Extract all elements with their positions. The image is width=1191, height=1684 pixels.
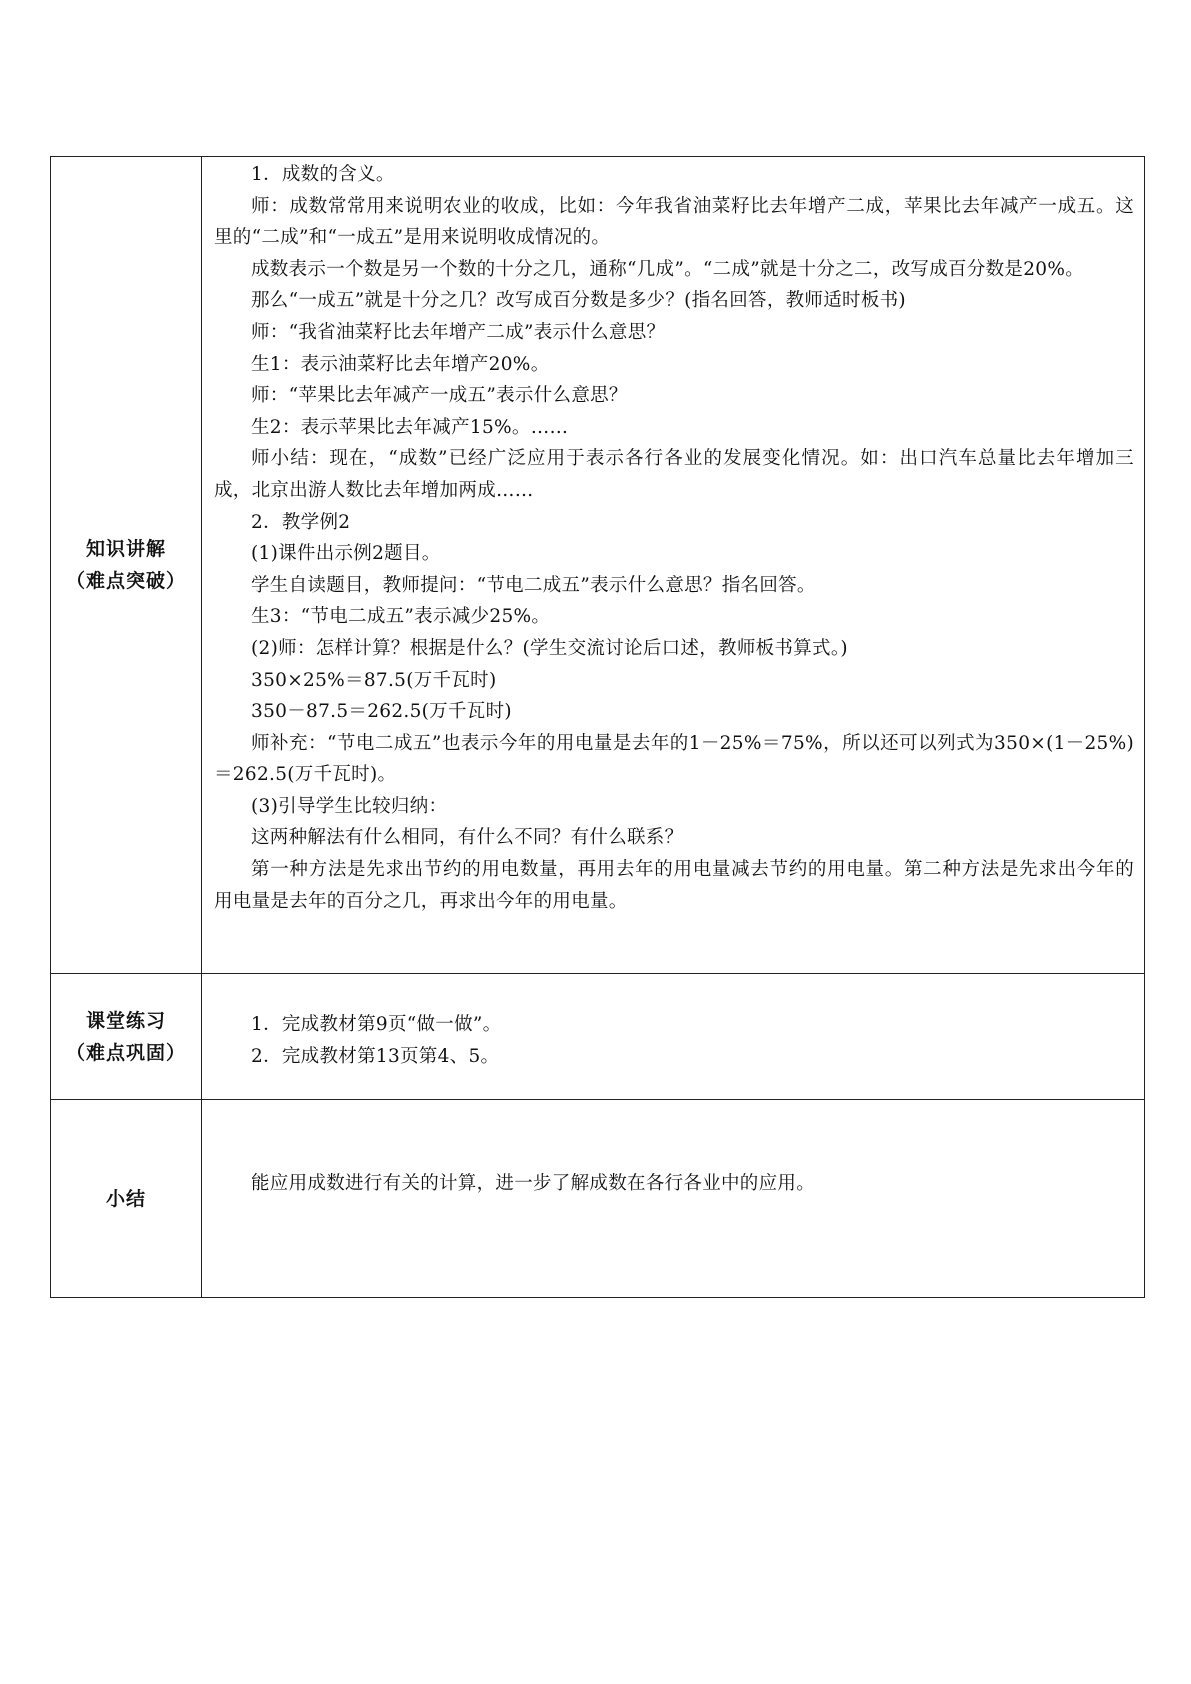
practice-item: 1．完成教材第9页“做一做”。 bbox=[251, 1014, 502, 1035]
explanation-text-block bbox=[202, 157, 1144, 917]
paragraph: 生1：表示油菜籽比去年增产20%。 bbox=[251, 353, 550, 375]
formula-line: 350－87.5＝262.5(万千瓦时) bbox=[251, 701, 512, 723]
summary-paragraph: 能应用成数进行有关的计算，进一步了解成数在各行各业中的应用。 bbox=[251, 1173, 816, 1194]
paragraph: 师：“我省油菜籽比去年增产二成”表示什么意思？ bbox=[251, 321, 666, 343]
section-row-class-practice bbox=[51, 974, 1145, 1100]
paragraph: 那么“一成五”就是十分之几？改写成百分数是多少？(指名回答，教师适时板书) bbox=[251, 290, 906, 312]
section-label-title: 小结 bbox=[105, 1187, 146, 1210]
paragraph: 学生自读题目，教师提问：“节电二成五”表示什么意思？指名回答。 bbox=[251, 574, 816, 596]
lesson-plan-table bbox=[50, 156, 1145, 1298]
section-label-title: 课堂练习 bbox=[85, 1009, 166, 1032]
section-row-knowledge-explanation bbox=[51, 157, 1145, 974]
practice-item: 2．完成教材第13页第4、5。 bbox=[251, 1046, 500, 1067]
section-content-cell bbox=[202, 974, 1145, 1100]
section-label-cell bbox=[51, 157, 202, 974]
paragraph: 生2：表示苹果比去年减产15%。…… bbox=[251, 416, 569, 438]
paragraph: 1．成数的含义。 bbox=[251, 164, 395, 185]
summary-text-block bbox=[202, 1100, 1144, 1200]
paragraph: 2．教学例2 bbox=[251, 511, 351, 533]
paragraph: 师小结：现在，“成数”已经广泛应用于表示各行各业的发展变化情况。如：出口汽车总量比去年增加三成，北京出游人数比去年增加两成…… bbox=[214, 448, 1134, 501]
formula-line: 350×25%＝87.5(万千瓦时) bbox=[251, 669, 497, 691]
paragraph: 师：“苹果比去年减产一成五”表示什么意思？ bbox=[251, 385, 628, 407]
section-content-cell bbox=[202, 1100, 1145, 1298]
section-label-cell bbox=[51, 1100, 202, 1298]
paragraph: (3)引导学生比较归纳： bbox=[251, 795, 448, 817]
paragraph: 这两种解法有什么相同，有什么不同？有什么联系？ bbox=[251, 827, 684, 849]
section-content-cell bbox=[202, 157, 1145, 974]
practice-text-block bbox=[202, 974, 1144, 1073]
section-row-summary bbox=[51, 1100, 1145, 1298]
section-label-subtitle: （难点巩固） bbox=[65, 1041, 186, 1064]
section-label-title: 知识讲解 bbox=[85, 538, 166, 560]
paragraph: 师补充：“节电二成五”也表示今年的用电量是去年的1－25%＝75%，所以还可以列式为350×(1－25%)＝262.5(万千瓦时)。 bbox=[214, 732, 1134, 786]
section-label-subtitle: （难点突破） bbox=[65, 570, 186, 592]
paragraph: 生3：“节电二成五”表示减少25%。 bbox=[251, 606, 551, 628]
paragraph: 师：成数常常用来说明农业的收成，比如：今年我省油菜籽比去年增产二成，苹果比去年减产一成五。这里的“二成”和“一成五”是用来说明收成情况的。 bbox=[214, 195, 1134, 249]
paragraph: (1)课件出示例2题目。 bbox=[251, 543, 441, 565]
section-label-cell bbox=[51, 974, 202, 1100]
paragraph: (2)师：怎样计算？根据是什么？(学生交流讨论后口述，教师板书算式。) bbox=[251, 637, 848, 659]
paragraph: 成数表示一个数是另一个数的十分之几，通称“几成”。“二成”就是十分之二，改写成百分数是20%。 bbox=[251, 258, 1085, 280]
paragraph: 第一种方法是先求出节约的用电数量，再用去年的用电量减去节约的用电量。第二种方法是先求出今年的用电量是去年的百分之几，再求出今年的用电量。 bbox=[214, 859, 1134, 912]
